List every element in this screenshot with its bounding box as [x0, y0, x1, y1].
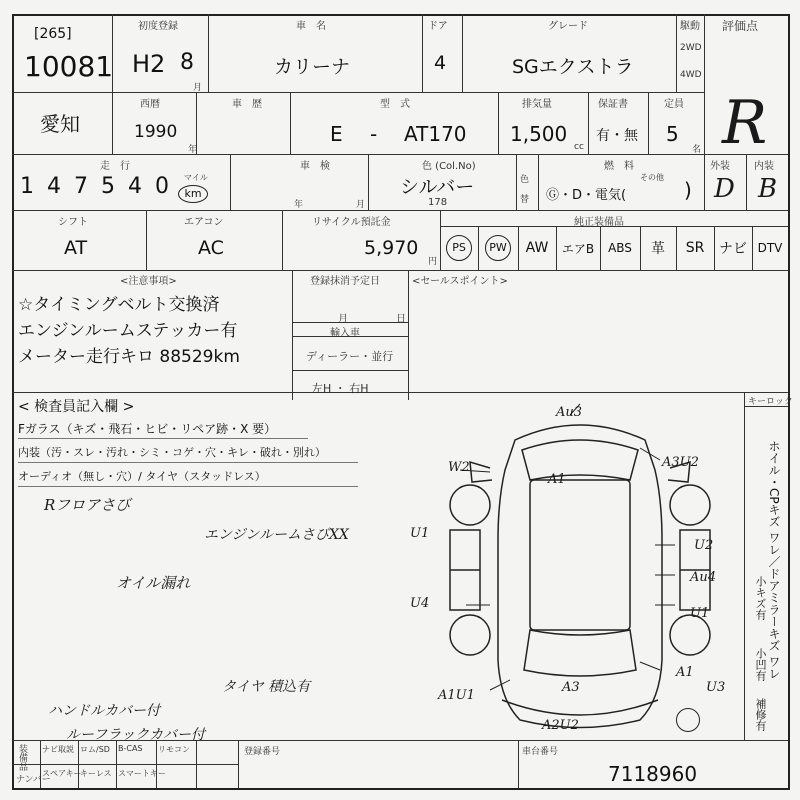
equipment-item: SR	[685, 240, 705, 256]
model-prefix: E	[330, 122, 343, 146]
damage-label: U4	[410, 596, 430, 611]
footer-equip-cell: ロム/SD	[80, 745, 110, 754]
mile-unit: マイル	[184, 173, 208, 182]
fuel-close: )	[684, 178, 692, 202]
col-sep	[588, 92, 589, 154]
fuel-label: 燃 料	[604, 161, 634, 172]
row-sep	[12, 154, 788, 155]
col-sep	[498, 92, 499, 154]
warranty-label: 保証書	[598, 99, 628, 110]
ac-label: エアコン	[184, 217, 224, 228]
plate-label: ナンバー	[16, 775, 51, 785]
damage-label: Au3	[556, 405, 583, 420]
equipment-item: PW	[478, 230, 518, 266]
row-sep	[292, 322, 408, 323]
audio-tire-line: オーディオ（無し・穴）/ タイヤ（スタッドレス）	[18, 470, 266, 483]
color-number: 178	[428, 197, 448, 208]
damage-label: Au4	[690, 570, 717, 585]
recycle-label: リサイクル預託金	[312, 217, 391, 228]
yen-unit: 円	[428, 257, 438, 267]
hand-note-3: オイル漏れ	[116, 574, 191, 592]
recycle-fee: 5,970	[364, 237, 419, 259]
damage-label: U1	[690, 606, 710, 621]
mileage-digit: 4	[128, 174, 142, 199]
repair-mark: 補修有	[754, 698, 767, 731]
footer-equip-cell: キーレス	[80, 769, 112, 778]
capacity: 5	[666, 122, 679, 146]
exterior-grade: D	[714, 174, 735, 204]
rule	[18, 486, 358, 487]
expire-month: 月	[338, 314, 348, 325]
col-sep	[146, 210, 147, 270]
mileage-digit: 4	[47, 174, 61, 199]
interior-grade: B	[758, 174, 778, 204]
col-sep	[208, 14, 209, 92]
era-year: H2	[132, 50, 166, 78]
footer-equip-cell: スペアキー	[42, 769, 82, 778]
equipment-item: DTV	[757, 241, 783, 255]
color-side-label-2: 替	[520, 195, 530, 205]
mileage-digit: 1	[20, 174, 34, 199]
hand-note-4: タイヤ 積込有	[222, 679, 311, 695]
reg-expire-label: 登録抹消予定日	[310, 276, 380, 287]
reg-month: 8	[180, 50, 194, 75]
equipment-item: エアB	[561, 241, 595, 256]
first-reg-label: 初度登録	[138, 21, 178, 32]
year-unit: 年	[188, 145, 198, 155]
mileage-digit: 7	[74, 174, 88, 199]
damage-label: U2	[694, 538, 714, 553]
km-unit-circled: km	[178, 185, 208, 203]
equipment-item: ナビ	[719, 241, 747, 257]
col-sep	[648, 92, 649, 154]
damage-circle-mark	[676, 708, 700, 732]
air-conditioner: AC	[198, 237, 224, 259]
damage-label: U3	[706, 680, 726, 695]
lot-number: 10081	[24, 50, 114, 83]
hand-note-1: Rフロアさび	[44, 496, 131, 514]
capacity-unit: 名	[692, 145, 702, 155]
handle-side: 左H ・ 右H	[312, 382, 369, 395]
model-code-label: 型 式	[380, 99, 410, 110]
equip-side-label: 装備品	[17, 744, 27, 771]
col-sep	[744, 392, 745, 740]
hand-note-6: ルーフラックカバー付	[66, 727, 206, 743]
car-name-label: 車 名	[296, 21, 326, 32]
note-line-2: エンジンルームステッカー有	[18, 321, 238, 341]
score-label: 評価点	[722, 19, 759, 33]
rule	[18, 438, 308, 439]
history-label: 車 歴	[232, 99, 262, 110]
displacement: 1,500	[510, 122, 568, 146]
inspection-month-unit: 月	[356, 200, 366, 210]
row-sep	[12, 392, 788, 393]
col-sep	[746, 154, 747, 210]
front-glass-line: Fガラス（キズ・飛石・ヒビ・リペア跡・X 要）	[18, 422, 277, 436]
col-sep	[230, 154, 231, 210]
model-year: 1990	[134, 122, 178, 142]
inspection-label: 車 検	[300, 161, 330, 172]
col-sep	[676, 14, 677, 92]
fuel-options: Ⓖ・D・電気(	[546, 188, 627, 203]
mileage-digit: 5	[101, 174, 115, 199]
equipment-item: 革	[651, 241, 665, 257]
col-sep	[704, 154, 705, 210]
small-scratch: 小キズ有	[754, 576, 767, 620]
col-sep	[238, 740, 239, 788]
interior-line: 内装（汚・スレ・汚れ・シミ・コゲ・穴・キレ・破れ・別れ）	[18, 446, 326, 459]
drive-2wd: 2WD	[680, 43, 702, 53]
inspection-year-unit: 年	[294, 200, 304, 210]
exterior-label: 外装	[710, 161, 730, 172]
chassis-number: 7118960	[608, 762, 698, 786]
frame-left	[12, 14, 14, 790]
damage-label: A1	[676, 665, 694, 680]
row-sep	[292, 370, 408, 371]
col-sep	[518, 740, 519, 788]
auction-number: [265]	[34, 26, 72, 42]
equipment-item: PS	[440, 230, 478, 266]
key-lock-label: キーロック	[748, 397, 793, 407]
car-body-diagram	[430, 400, 730, 740]
color: シルバー	[400, 176, 475, 198]
shift-label: シフト	[58, 217, 88, 228]
prefecture: 愛知	[40, 112, 80, 136]
col-sep	[368, 154, 369, 210]
color-side-label: 色	[520, 175, 530, 185]
footer-equip-cell: リモコン	[158, 745, 190, 754]
score-value: R	[722, 88, 768, 158]
import-label: 輸入車	[330, 328, 360, 339]
door-label: ドア	[428, 21, 448, 32]
col-sep	[292, 270, 293, 400]
door-count: 4	[434, 52, 447, 74]
mileage-label: 走 行	[100, 161, 130, 172]
mileage-digit: 0	[155, 174, 169, 199]
displacement-label: 排気量	[522, 99, 552, 110]
shift: AT	[64, 237, 88, 259]
row-sep	[12, 92, 704, 93]
hand-note-2: エンジンルームさびXX	[204, 527, 349, 543]
side-vertical-text: ホイル・CPキズ ワレ／ドアミラーキズ ワレ	[767, 440, 781, 680]
notice-label: <注意事項>	[120, 276, 177, 287]
inspector-title: < 検査員記入欄 >	[18, 399, 135, 415]
row-sep	[12, 270, 788, 271]
row-sep	[12, 210, 788, 211]
fuel-other: その他	[640, 173, 664, 182]
chassis-label: 車台番号	[522, 747, 559, 757]
note-line-3: メーター走行キロ 88529km	[18, 347, 240, 367]
rule	[18, 462, 358, 463]
col-sep	[112, 92, 113, 154]
small-dent: 小凹有	[754, 648, 767, 681]
equipment-item: ABS	[608, 241, 632, 255]
footer-equip-cell: スマートキー	[118, 769, 166, 778]
warranty: 有・無	[596, 128, 638, 144]
import-type: ディーラー・並行	[306, 350, 394, 363]
equipment-label: 純正装備品	[574, 217, 624, 228]
damage-label: W2	[448, 460, 470, 475]
color-label: 色 (Col.No)	[422, 161, 476, 172]
hand-note-5: ハンドルカバー付	[48, 703, 160, 719]
col-sep	[538, 154, 539, 210]
grade-label: グレード	[548, 21, 588, 32]
damage-label: A1	[548, 472, 566, 487]
damage-label: A2U2	[542, 718, 579, 733]
row-sep	[12, 764, 238, 765]
col-sep	[422, 14, 423, 92]
model-year-label: 西暦	[140, 99, 160, 110]
model-code: AT170	[404, 122, 467, 146]
month-unit: 月	[193, 83, 203, 93]
reg-no-label: 登録番号	[244, 747, 281, 757]
damage-label: A1U1	[438, 688, 475, 703]
damage-label: A3U2	[662, 455, 699, 470]
model-dash: -	[370, 122, 378, 146]
equipment-item: AW	[525, 240, 549, 256]
col-sep	[408, 270, 409, 400]
footer-equip-cell: B-CAS	[118, 744, 143, 753]
drive-label: 駆動	[680, 21, 700, 32]
frame-top	[12, 14, 788, 16]
footer-equip-cell: ナビ取説	[42, 745, 74, 754]
drive-4wd: 4WD	[680, 70, 702, 80]
expire-day: 日	[396, 314, 406, 325]
interior-label: 内装	[754, 161, 774, 172]
col-sep	[290, 92, 291, 154]
car-name: カリーナ	[274, 56, 351, 78]
grade: SGエクストラ	[512, 56, 634, 78]
col-sep	[516, 154, 517, 210]
damage-label: U1	[410, 526, 430, 541]
damage-label: A3	[562, 680, 580, 695]
frame-bottom	[12, 788, 790, 790]
sales-point-label: <セールスポイント>	[412, 276, 508, 287]
cc-unit: cc	[574, 142, 584, 152]
col-sep	[462, 14, 463, 92]
col-sep	[704, 14, 705, 154]
col-sep	[282, 210, 283, 270]
capacity-label: 定員	[664, 99, 684, 110]
note-line-1: ☆タイミングベルト交換済	[18, 295, 220, 315]
